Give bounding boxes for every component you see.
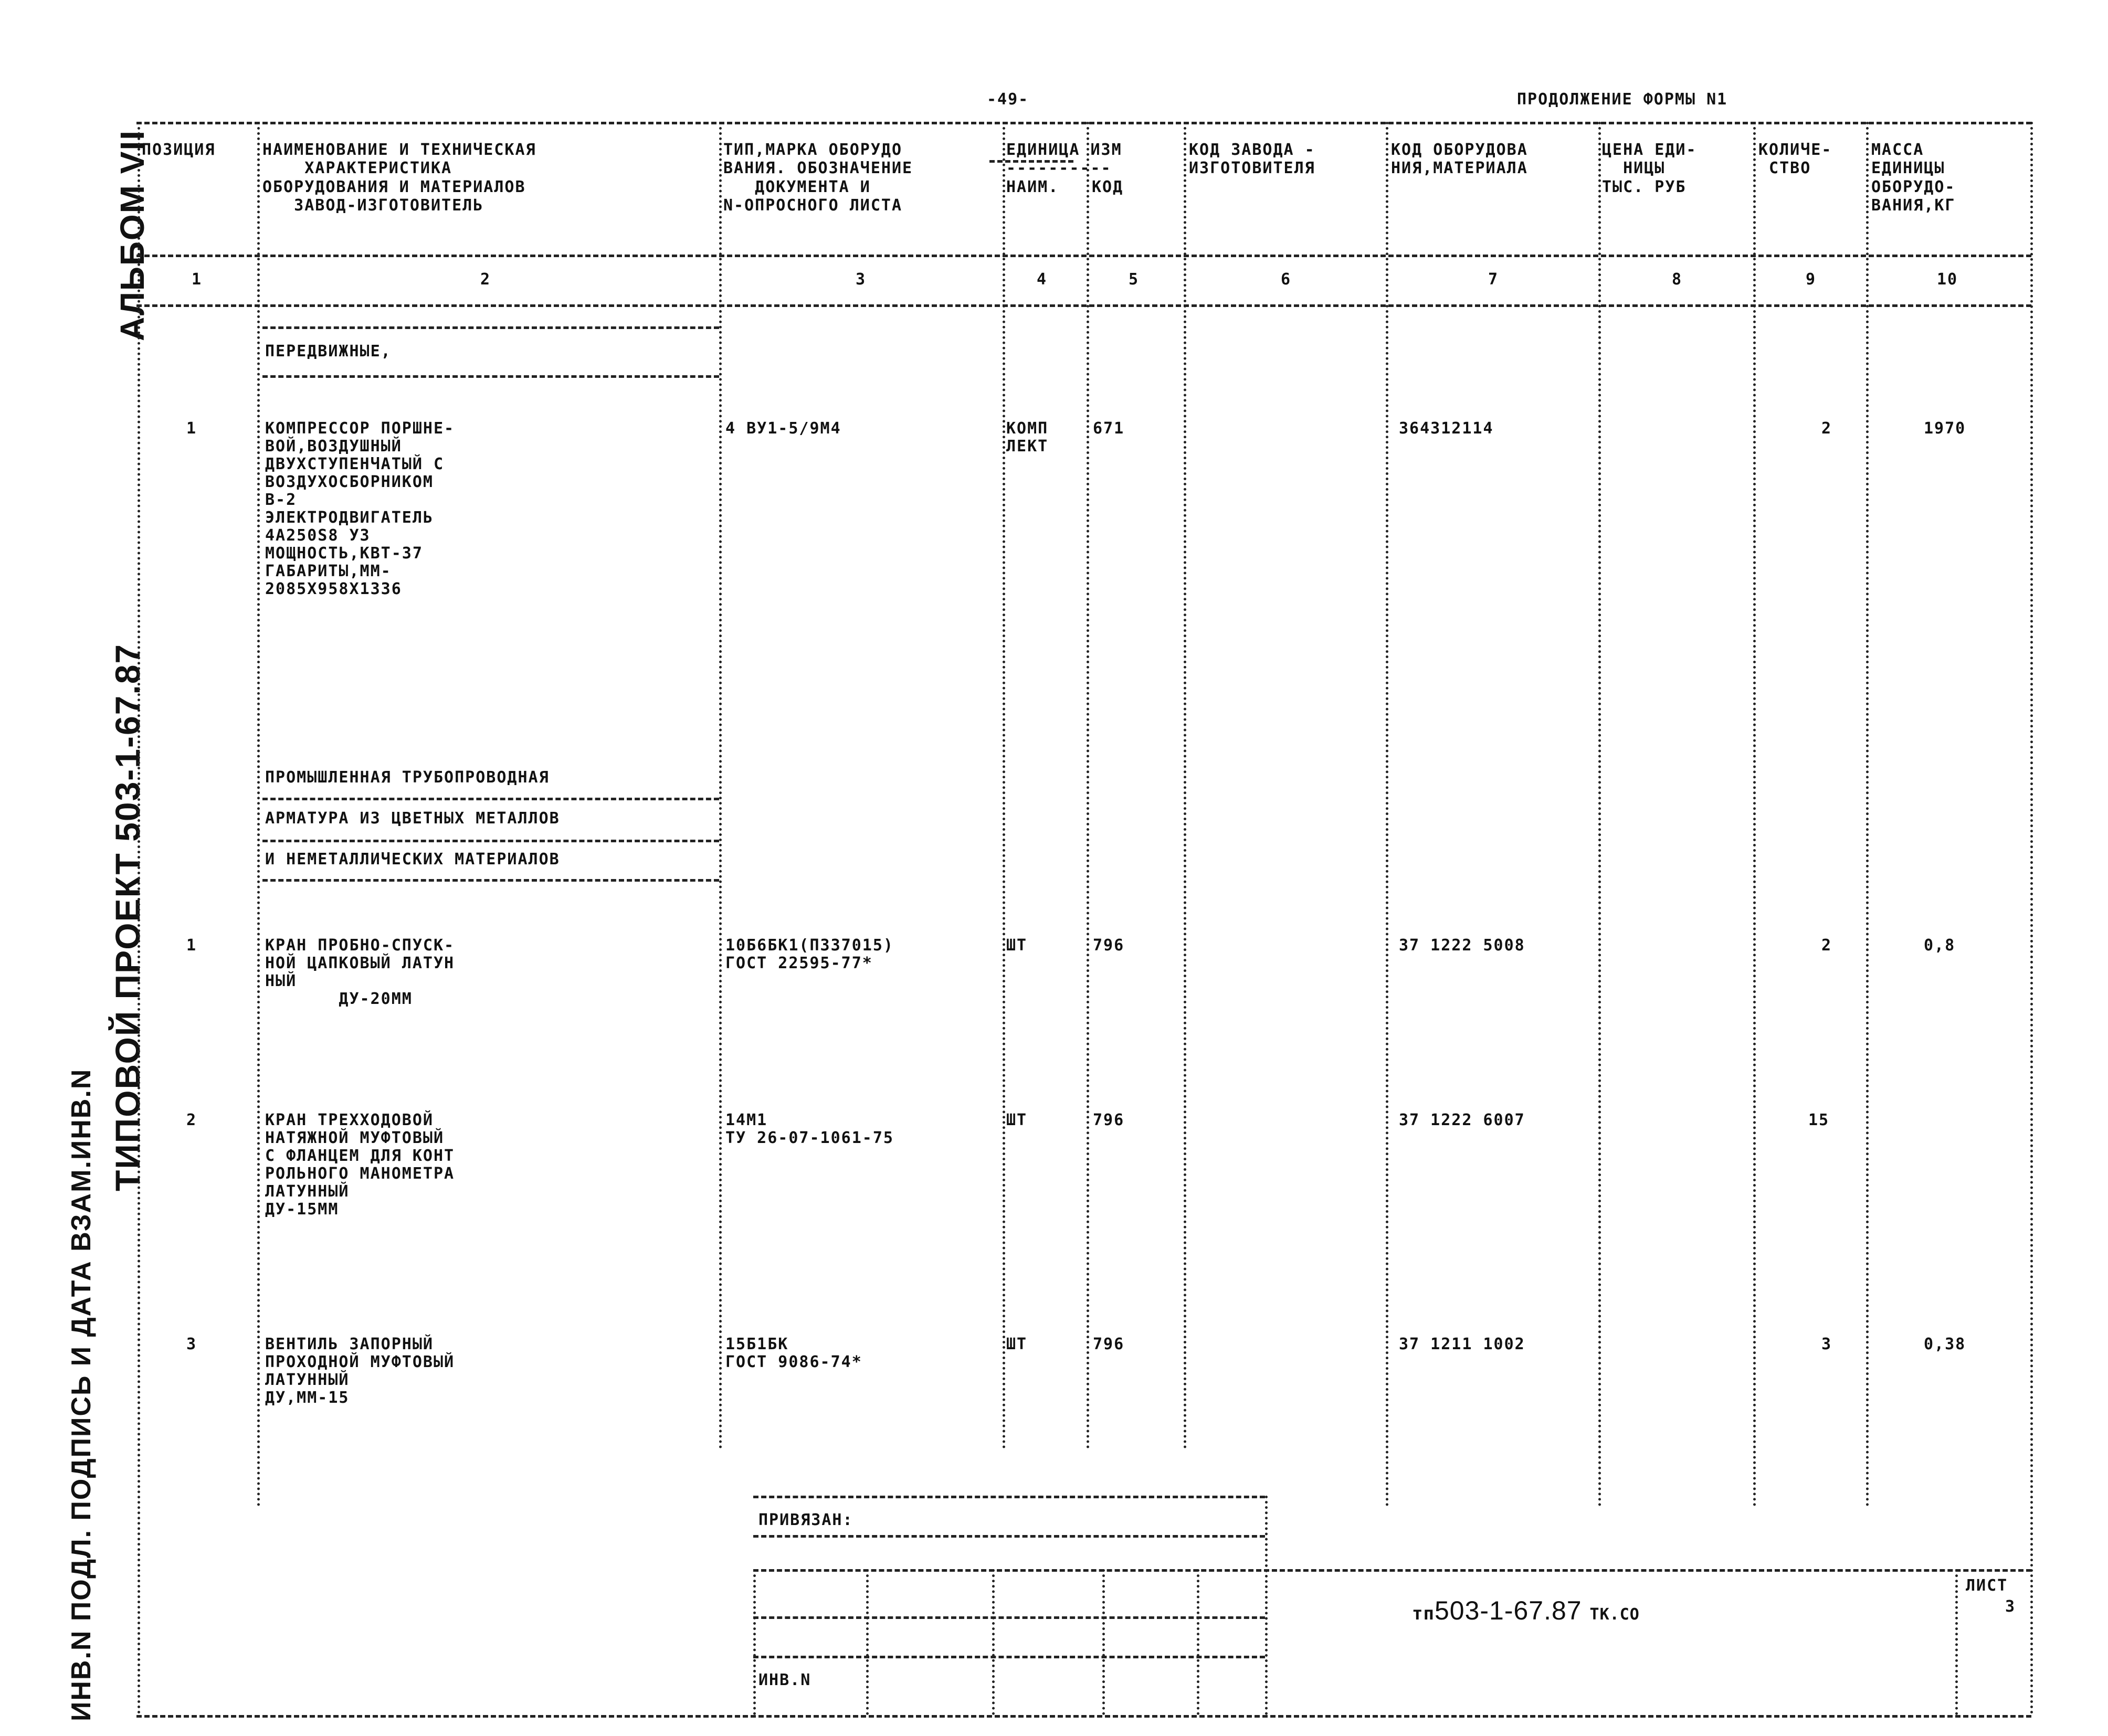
row-equip-code: 37 1222 6007	[1399, 1111, 1525, 1129]
rule-top	[136, 122, 2031, 124]
col-line-5	[1184, 122, 1186, 1449]
row-qty: 2	[1821, 419, 1832, 438]
col-num-4: 4	[1037, 270, 1048, 289]
col-num-10: 10	[1937, 270, 1958, 289]
col-line-3	[1003, 122, 1005, 1449]
col-num-7: 7	[1488, 270, 1499, 289]
col-num-1: 1	[192, 270, 203, 289]
row-type: 14М1 ТУ 26-07-1061-75	[725, 1111, 894, 1147]
row-qty: 3	[1821, 1335, 1832, 1353]
section-title-fittings: ПРОМЫШЛЕННАЯ ТРУБОПРОВОДНАЯ АРМАТУРА ИЗ ЦВЕТНЫХ МЕТАЛЛОВ И НЕМЕТАЛЛИЧЕСКИХ МАТЕРИАЛОВ	[265, 768, 560, 869]
header-unit-code: КОД	[1092, 177, 1124, 196]
header-name: НАИМЕНОВАНИЕ И ТЕХНИЧЕСКАЯ ХАРАКТЕРИСТИКА ОБОРУДОВАНИЯ И МАТЕРИАЛОВ ЗАВОД-ИЗГОТОВИТЕЛЬ	[262, 141, 536, 215]
row-type: 15Б1БК ГОСТ 9086-74*	[725, 1335, 862, 1371]
row-unit: ШТ	[1006, 1335, 1028, 1353]
row-equip-code: 37 1222 5008	[1399, 936, 1525, 955]
stamp-rule-4	[753, 1616, 1265, 1619]
row-unit: ШТ	[1006, 936, 1028, 955]
col-num-3: 3	[856, 270, 867, 289]
col-line-8	[1753, 122, 1756, 1507]
col-line-10	[2030, 122, 2033, 1715]
section1-bottom	[262, 375, 719, 378]
rule-numbers-bottom	[136, 304, 2031, 307]
document-suffix: ТК.СО	[1589, 1605, 1640, 1624]
stamp-linked: ПРИВЯЗАН:	[758, 1511, 853, 1529]
col-line-2	[719, 122, 722, 1449]
col-line-6	[1386, 122, 1388, 1507]
row-name: КРАН ПРОБНО-СПУСК- НОЙ ЦАПКОВЫЙ ЛАТУН НЫЙ ДУ-20ММ	[265, 936, 455, 1008]
col-line-7	[1598, 122, 1601, 1507]
stamp-col-3	[992, 1569, 995, 1715]
col-line-1	[257, 122, 260, 1507]
row-unit: КОМП ЛЕКТ	[1006, 419, 1049, 456]
row-position: 2	[186, 1111, 197, 1129]
row-mass: 0,38	[1924, 1335, 1966, 1353]
row-position: 1	[186, 936, 197, 955]
col-num-6: 6	[1281, 270, 1292, 289]
section1-top	[262, 326, 719, 329]
stamp-rule-1	[753, 1496, 1265, 1498]
stamp-inv: ИНВ.N	[758, 1671, 811, 1689]
continuation-caption: ПРОДОЛЖЕНИЕ ФОРМЫ N1	[1517, 90, 1728, 109]
row-name: ВЕНТИЛЬ ЗАПОРНЫЙ ПРОХОДНОЙ МУФТОВЫЙ ЛАТУННЫЙ ДУ,ММ-15	[265, 1335, 455, 1407]
sheet-number: 3	[2005, 1597, 2016, 1616]
header-position: ПОЗИЦИЯ	[142, 141, 216, 159]
col-line-0	[138, 122, 140, 1715]
row-mass: 0,8	[1924, 936, 1956, 955]
header-unit: ЕДИНИЦА ИЗМ ---------- НАИМ.	[1006, 141, 1122, 196]
col-num-8: 8	[1672, 270, 1683, 289]
row-qty: 15	[1808, 1111, 1830, 1129]
row-type: 4 ВУ1-5/9М4	[725, 419, 841, 438]
document-prefix: тп	[1412, 1603, 1435, 1624]
rule-header-bottom	[136, 255, 2031, 257]
row-position: 1	[186, 419, 197, 438]
header-qty: КОЛИЧЕ- СТВО	[1758, 141, 1832, 178]
header-plant-code: КОД ЗАВОДА - ИЗГОТОВИТЕЛЯ	[1189, 141, 1315, 178]
row-equip-code: 37 1211 1002	[1399, 1335, 1525, 1353]
section-title-mobile: ПЕРЕДВИЖНЫЕ,	[265, 342, 392, 361]
stamp-rule-2	[753, 1535, 1265, 1538]
stamp-col-5	[1197, 1569, 1199, 1715]
stamp-col-2	[866, 1569, 869, 1715]
header-type: ТИП,МАРКА ОБОРУДО ВАНИЯ. ОБОЗНАЧЕНИЕ ДОКУМЕНТА И N-ОПРОСНОГО ЛИСТА	[723, 141, 913, 215]
col-num-2: 2	[480, 270, 491, 289]
col-num-5: 5	[1129, 270, 1140, 289]
row-unit: ШТ	[1006, 1111, 1028, 1129]
row-mass: 1970	[1924, 419, 1966, 438]
row-unit-code: 796	[1093, 936, 1125, 955]
inventory-label: ИНВ.N ПОДЛ. ПОДПИСЬ И ДАТА ВЗАМ.ИНВ.N	[66, 1068, 97, 1721]
row-equip-code: 364312114	[1399, 419, 1494, 438]
header-price: ЦЕНА ЕДИ- НИЦЫ ТЫС. РУБ	[1602, 141, 1697, 196]
col-line-9	[1866, 122, 1869, 1507]
col-line-4	[1087, 122, 1089, 1449]
stamp-rule-5	[753, 1656, 1265, 1658]
row-unit-code: 796	[1093, 1111, 1125, 1129]
row-unit-code: 796	[1093, 1335, 1125, 1353]
rule-bottom	[136, 1715, 2031, 1718]
document-code	[1412, 1595, 1640, 1626]
stamp-col-sheet	[1955, 1569, 1958, 1715]
stamp-col-6	[1265, 1496, 1268, 1715]
row-position: 3	[186, 1335, 197, 1353]
stamp-col-1	[753, 1569, 756, 1715]
row-unit-code: 671	[1093, 419, 1125, 438]
header-mass: МАССА ЕДИНИЦЫ ОБОРУДО- ВАНИЯ,КГ	[1871, 141, 1956, 215]
document-number: 503-1-67.87	[1434, 1596, 1582, 1625]
header-equip-code: КОД ОБОРУДОВА НИЯ,МАТЕРИАЛА	[1391, 141, 1528, 178]
row-type: 10Б6БК1(П337015) ГОСТ 22595-77*	[725, 936, 894, 972]
row-name: КОМПРЕССОР ПОРШНЕ- ВОЙ,ВОЗДУШНЫЙ ДВУХСТУПЕНЧАТЫЙ С ВОЗДУХОСБОРНИКОМ В-2 ЭЛЕКТРОДВИГАТЕЛЬ 4А250S8 У3 МОЩНОСТЬ,КВТ-37 ГАБАРИТЫ,ММ- 2085Х958Х1336	[265, 419, 455, 598]
stamp-rule-3	[753, 1569, 2031, 1572]
col-num-9: 9	[1806, 270, 1817, 289]
row-qty: 2	[1821, 936, 1832, 955]
sheet-label: ЛИСТ	[1966, 1576, 2008, 1595]
page-number: -49-	[987, 90, 1029, 109]
project-label: ТИПОВОЙ ПРОЕКТ 503-1-67.87	[108, 643, 147, 1191]
stamp-col-4	[1102, 1569, 1105, 1715]
row-name: КРАН ТРЕХХОДОВОЙ НАТЯЖНОЙ МУФТОВЫЙ С ФЛАНЦЕМ ДЛЯ КОНТ РОЛЬНОГО МАНОМЕТРА ЛАТУННЫЙ ДУ-15ММ	[265, 1111, 455, 1219]
album-label: АЛЬБОМ VII	[113, 129, 151, 341]
